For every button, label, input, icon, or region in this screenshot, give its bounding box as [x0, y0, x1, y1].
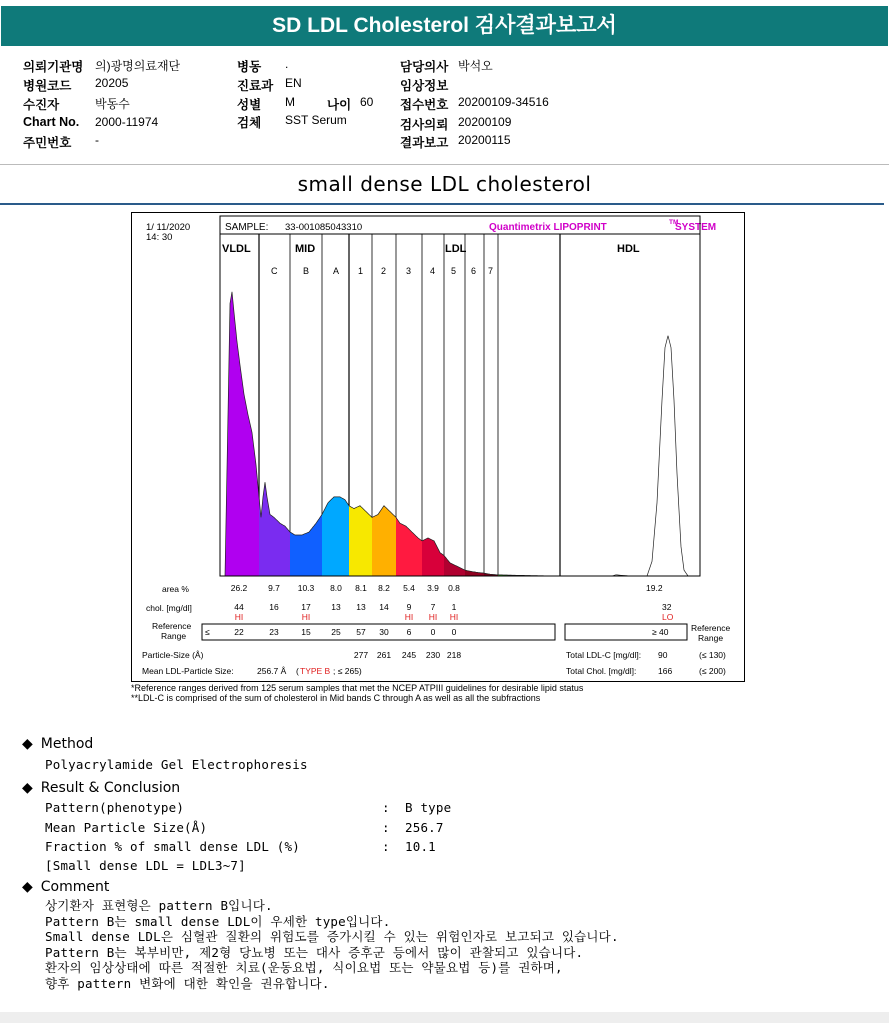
clinical-info-label: 임상정보: [400, 79, 449, 93]
footnote-2: **LDL-C is comprised of the sum of cholesterol in Mid bands C through A as well as all the subfractions: [131, 693, 541, 703]
doctor-label: 담당의사: [400, 60, 449, 74]
mean-ldl-value: 256.7 Å: [257, 666, 287, 676]
area-label: area %: [162, 584, 189, 594]
diamond-bullet-icon: ◆: [22, 780, 33, 796]
doctor-value: 박석오: [458, 59, 493, 73]
band-label-B: B: [303, 266, 310, 276]
system-suffix: SYSTEM: [675, 222, 717, 233]
specimen-label: 검체: [237, 116, 262, 130]
mean-ldl-label: Mean LDL-Particle Size:: [142, 666, 234, 676]
area-value-2: 8.2: [378, 583, 390, 593]
ref-value-2: 30: [379, 627, 389, 637]
area-value-3: 5.4: [403, 583, 415, 593]
curve-outline: [220, 292, 698, 576]
comment-line: 향후 pattern 변화에 대한 확인을 권유합니다.: [45, 975, 330, 991]
curve-segment-5: [444, 556, 465, 577]
result-heading: [22, 780, 180, 796]
chol-label: chol. [mg/dl]: [146, 603, 192, 613]
chol-value-C: 16: [269, 602, 279, 612]
comment-line: 상기환자 표현형은 pattern B입니다.: [45, 898, 273, 913]
hdl-flag: LO: [662, 612, 674, 622]
report-title: SD LDL Cholesterol 검사결과보고서: [1, 6, 888, 46]
request-label: 검사의뢰: [400, 118, 449, 132]
curve-segment-3: [396, 517, 422, 576]
band-labels: [271, 266, 493, 276]
divider: [0, 164, 889, 165]
ref-first-prefix: ≤: [205, 627, 210, 637]
ref-value-C: 23: [269, 627, 279, 637]
ref-value-5: 0: [451, 627, 457, 637]
institution-value: 의)광명의료재단: [95, 59, 181, 73]
mean-ldl-type-open: (: [296, 666, 299, 676]
ref-value-1: 57: [356, 627, 366, 637]
group-hdl: HDL: [617, 243, 640, 255]
hdl-ref: ≥ 40: [652, 627, 669, 637]
system-name: Quantimetrix LIPOPRINT: [489, 222, 607, 233]
curve-segment-2: [372, 506, 396, 576]
plot-frame: [220, 216, 700, 576]
footnote-1: *Reference ranges derived from 125 serum samples that met the NCEP ATPIII guidelines for desirable lipid status: [131, 683, 584, 693]
band-label-C: C: [271, 266, 278, 276]
mean-ldl-type-ref: ; ≤ 265): [333, 666, 362, 676]
diamond-bullet-icon: ◆: [22, 879, 33, 895]
area-value-B: 10.3: [297, 583, 315, 593]
band-label-7: 7: [488, 266, 494, 276]
resident-no-value: -: [95, 133, 99, 147]
band-label-4: 4: [430, 266, 436, 276]
total-chol-label: Total Chol. [mg/dl]:: [566, 666, 637, 676]
method-text: Polyacrylamide Gel Electrophoresis: [45, 757, 308, 772]
electrophoresis-curve: [220, 292, 698, 576]
result-row-label: Pattern(phenotype): [45, 800, 185, 815]
age-label: 나이: [327, 98, 352, 112]
curve-segment-C: [259, 482, 290, 576]
result-row-sep: :: [382, 839, 390, 854]
request-value: 20200109: [458, 115, 512, 129]
comment-line: Small dense LDL은 심혈관 질환의 위험도를 증가시킬 수 있는 위험인자로 보고되고 있습니다.: [45, 929, 619, 944]
hdl-area: 19.2: [646, 583, 663, 593]
sample-label: SAMPLE:: [225, 222, 269, 233]
curve-segment-B: [290, 515, 322, 577]
area-value-4: 3.9: [427, 583, 439, 593]
band-label-6: 6: [471, 266, 477, 276]
band-separators: [259, 234, 560, 576]
result-row-value: 256.7: [405, 819, 444, 835]
method-heading: [22, 736, 93, 752]
ref-value-VLDL: 22: [234, 627, 244, 637]
chol-flag-B: HI: [301, 612, 311, 622]
ref-label-1: Reference: [152, 621, 192, 631]
chol-value-A: 13: [331, 602, 341, 612]
comment-line: Pattern B는 복부비만, 제2형 당뇨병 또는 대사 증후군 등에서 많이 관찰되고 있습니다.: [45, 944, 584, 960]
chart-no-value: 2000-11974: [95, 115, 159, 129]
institution-label: 의뢰기관명: [23, 60, 84, 74]
chol-value-4: 7: [430, 602, 436, 612]
result-note: [Small dense LDL = LDL3~7]: [45, 858, 246, 873]
lipoprint-report: [131, 212, 745, 682]
area-value-VLDL: 26.2: [230, 583, 248, 593]
chart-no-label: Chart No.: [23, 115, 80, 129]
area-value-5: 0.8: [448, 583, 460, 593]
hdl-chol: 32: [662, 602, 672, 612]
bottom-band: [0, 1012, 889, 1023]
curve-segment-4: [422, 538, 444, 576]
result-row-sep: :: [382, 819, 390, 835]
total-ldl-ref: (≤ 130): [699, 650, 726, 660]
group-mid: MID: [295, 243, 316, 255]
method-heading-text: Method: [40, 736, 94, 752]
age-value: 60: [360, 95, 374, 109]
curve-segment-1: [349, 506, 372, 576]
report-date-value: 20200115: [458, 133, 511, 147]
report-date: 1/ 11/2020: [146, 222, 191, 233]
group-vldl: VLDL: [222, 243, 251, 255]
comment-line: Pattern B는 small dense LDL이 우세한 type입니다.: [45, 913, 391, 929]
sex-label: 성별: [237, 98, 262, 112]
band-label-A: A: [333, 266, 340, 276]
total-ldl-label: Total LDL-C [mg/dl]:: [566, 650, 642, 660]
size-value-5: 218: [446, 650, 462, 660]
band-label-3: 3: [406, 266, 412, 276]
result-row-value: B type: [405, 800, 452, 815]
ref-value-3: 6: [406, 627, 412, 637]
area-value-C: 9.7: [268, 583, 280, 593]
recipient-label: 수진자: [23, 98, 60, 112]
subtitle: small dense LDL cholesterol: [297, 172, 592, 196]
size-value-4: 230: [425, 650, 441, 660]
total-chol-value: 166: [658, 666, 673, 676]
chol-flag-VLDL: HI: [234, 612, 244, 622]
comment-heading-text: Comment: [40, 879, 110, 895]
ref-label-2: Range: [161, 631, 187, 641]
ref-right-2: Range: [698, 633, 724, 643]
receipt-no-label: 접수번호: [400, 98, 449, 112]
lipoprint-svg: [132, 213, 744, 681]
group-ldl: LDL: [445, 243, 467, 255]
mean-ldl-type: TYPE B: [300, 666, 331, 676]
chol-value-2: 14: [379, 602, 389, 612]
band-values: [231, 583, 462, 660]
ward-label: 병동: [237, 60, 262, 74]
chol-value-1: 13: [356, 602, 366, 612]
band-label-5: 5: [451, 266, 457, 276]
report-time: 14: 30: [146, 232, 173, 243]
size-value-2: 261: [376, 650, 392, 660]
resident-no-label: 주민번호: [23, 136, 72, 150]
result-row-value: 10.1: [405, 839, 436, 854]
chol-flag-4: HI: [428, 612, 438, 622]
subtitle-underline: [0, 203, 884, 205]
chol-flag-3: HI: [404, 612, 414, 622]
ref-value-4: 0: [430, 627, 436, 637]
area-value-1: 8.1: [355, 583, 367, 593]
chol-value-VLDL: 44: [234, 602, 244, 612]
specimen-value: SST Serum: [285, 113, 347, 127]
size-value-1: 277: [353, 650, 369, 660]
ref-box-hdl: [565, 624, 687, 640]
recipient-value: 박동수: [95, 97, 130, 111]
report-date-label: 결과보고: [400, 136, 449, 150]
hospital-code-value: 20205: [95, 76, 129, 90]
size-value-3: 245: [401, 650, 417, 660]
ward-value: .: [285, 57, 289, 71]
area-value-A: 8.0: [330, 583, 342, 593]
comment-line: 환자의 임상상태에 따른 적절한 치료(운동요법, 식이요법 또는 약물요법 등)를 권하며,: [45, 960, 563, 975]
department-label: 진료과: [237, 79, 274, 93]
chol-flag-5: HI: [449, 612, 459, 622]
result-row-label: Fraction % of small dense LDL (%): [45, 839, 300, 854]
total-chol-ref: (≤ 200): [699, 666, 726, 676]
hospital-code-label: 병원코드: [23, 79, 72, 93]
chol-value-5: 1: [451, 602, 457, 612]
particle-size-label: Particle-Size (Å): [142, 650, 204, 660]
result-heading-text: Result & Conclusion: [40, 780, 181, 796]
department-value: EN: [285, 76, 302, 90]
ref-right-1: Reference: [691, 623, 731, 633]
diamond-bullet-icon: ◆: [22, 736, 33, 752]
comment-heading: [22, 879, 109, 895]
result-row-label: Mean Particle Size(Å): [45, 819, 208, 835]
patient-info: [0, 55, 889, 165]
ref-value-B: 15: [301, 627, 311, 637]
band-label-2: 2: [381, 266, 387, 276]
curve-segment-A: [322, 497, 349, 576]
total-ldl-value: 90: [658, 650, 668, 660]
receipt-no-value: 20200109-34516: [458, 95, 549, 109]
ref-value-A: 25: [331, 627, 341, 637]
result-row-sep: :: [382, 800, 390, 815]
chol-value-B: 17: [301, 602, 311, 612]
sample-value: 33-001085043310: [285, 222, 363, 233]
sex-value: M: [285, 95, 295, 109]
system-tm: TM: [669, 219, 679, 226]
chol-value-3: 9: [406, 602, 412, 612]
band-label-1: 1: [358, 266, 364, 276]
